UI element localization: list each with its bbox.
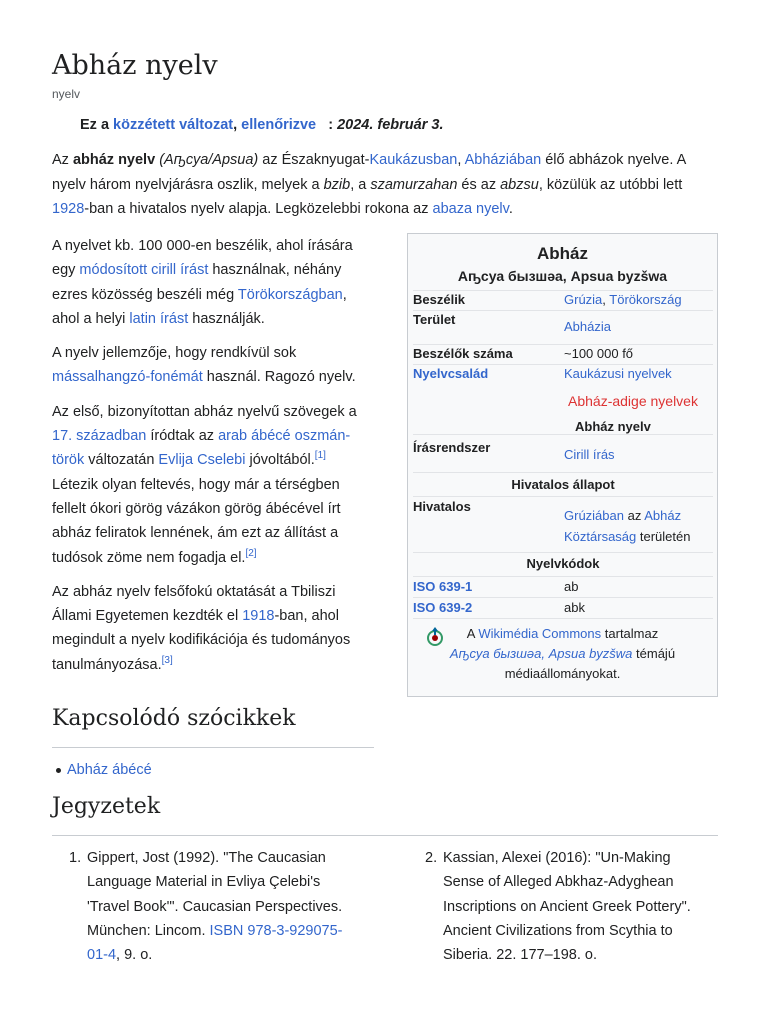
infobox-row-iso1: ISO 639-1 ab (413, 576, 713, 597)
reference-1: 1. Gippert, Jost (1992). "The Caucasian Language Material in Evliya Çelebi's 'Travel Book'". Caucasian Perspectives. München: Lincom. ISBN 978-3-929075-01-4, 9. o. (69, 850, 343, 964)
infobox-title: Abház (537, 244, 588, 263)
infobox-row-spoken: Beszélik Grúzia, Törökország (413, 290, 713, 311)
link-abhazia[interactable]: Abháziában (464, 152, 542, 168)
link-georgia[interactable]: Grúzia (564, 292, 603, 307)
related-heading: Kapcsolódó szócikkek (52, 706, 296, 731)
link-abhazia-infobox[interactable]: Abházia (564, 319, 611, 334)
link-latin[interactable]: latin írást (129, 310, 189, 327)
link-caucasian[interactable]: Kaukázusi nyelvek (564, 366, 672, 381)
revision-date: 2024. február 3. (337, 117, 444, 133)
notes-divider (52, 835, 718, 836)
page-subtitle: nyelv (52, 87, 81, 101)
footnote-3[interactable]: [3] (161, 654, 173, 666)
link-cyrillic[interactable]: módosított cirill írást (79, 262, 209, 279)
revision-notice: Ez a közzétett változat, ellenőrizve : 2024. február 3. (80, 117, 444, 133)
link-iso-639-2[interactable]: ISO 639-2 (413, 600, 473, 615)
paragraph-features: A nyelv jellemzője, hogy rendkívül sok mássalhangzó-fonémát használ. Ragozó nyelv. (52, 345, 356, 386)
infobox-divider (413, 618, 713, 619)
infobox (407, 233, 718, 697)
infobox-row-iso2: ISO 639-2 abk (413, 597, 713, 618)
link-abkhaz-republic[interactable]: Abház (644, 508, 682, 523)
link-kaukazus[interactable]: Kaukázusban (369, 152, 458, 168)
published-version-link[interactable]: közzétett változat (113, 117, 234, 133)
infobox-row-family (413, 364, 713, 435)
link-abkhaz-alphabet[interactable]: Abház ábécé (67, 762, 152, 778)
infobox-row-official: Hivatalos Grúziában az Abház Köztársaság területén (413, 496, 713, 551)
family-current: Abház nyelv (575, 419, 651, 434)
notes-heading: Jegyzetek (52, 794, 161, 819)
infobox-codes-heading: Nyelvkódok (413, 552, 713, 578)
related-divider (52, 747, 374, 748)
link-abkhaz-adyghe[interactable]: Abház-adige nyelvek (568, 393, 698, 409)
left-column (52, 234, 374, 687)
link-turkey-infobox[interactable]: Törökország (609, 292, 682, 307)
reference-2: 2. Kassian, Alexei (2016): "Un-Making Sense of Alleged Abkhaz-Adyghean Inscriptions on Ancient Greek Pottery". Ancient Civilizations from Scythia to Siberia. 22. 177–198. o. (425, 850, 691, 964)
link-republic[interactable]: Köztársaság (564, 529, 637, 544)
link-phoneme[interactable]: mássalhangzó-fonémát (52, 369, 203, 386)
commons-notice: A Wikimédia Commons tartalmaz Аҧсуа бызшәа, Apsua byzšwa témájú médiaállományokat. (449, 626, 676, 681)
link-abaza[interactable]: abaza nyelv (432, 201, 509, 217)
link-language-family[interactable]: Nyelvcsalád (413, 366, 489, 381)
link-arabic-alphabet[interactable]: arab ábécé oszmán-török (52, 428, 351, 469)
infobox-row-speakers: Beszélők száma ~100 000 fő (413, 344, 713, 365)
isbn-link[interactable]: ISBN 978-3-929075-01-4 (87, 922, 343, 964)
checked-link[interactable]: ellenőrizve (241, 117, 317, 133)
link-1918[interactable]: 1918 (242, 608, 275, 625)
link-17th-century[interactable]: 17. században (52, 428, 147, 445)
link-iso-639-1[interactable]: ISO 639-1 (413, 579, 473, 594)
paragraph-history: Az első, bizonyítottan abház nyelvű szövegek a 17. században íródtak az arab ábécé oszmán-török változatán Evlija Cselebi jóvoltából.[1] Létezik olyan feltevés, hogy már a térségben fellelt ókori görög vázákon görög ábécével írt abház feliratok lennének, ám ezt az állítást a tudósok zöme nem fogadja el.[2] (52, 403, 357, 566)
footnote-2[interactable]: [2] (245, 547, 257, 559)
link-turkey[interactable]: Törökországban (237, 286, 343, 303)
infobox-native-name: Аҧсуа бызшәа, Apsua byzšwa (457, 268, 668, 284)
paragraph-education: Az abház nyelv felsőfokú oktatását a Tbiliszi Állami Egyetemen kezdték el 1918-ban, ahol megindult a nyelv kodifikációja és tudományos tanulmányozása.[3] (52, 583, 351, 673)
footnote-1[interactable]: [1] (314, 450, 326, 462)
intro-paragraph: Az abház nyelv (Аҧсуа/Apsua) az Északnyugat-Kaukázusban, Abháziában élő abházok nyelve. A nyelv három nyelvjárásra oszlik, melyek a bzib, a szamurzahan és az abzsu, közülük az utóbbi lett 1928-ban a hivatalos nyelv alapja. Legközelebbi rokona az abaza nyelv. (52, 152, 686, 217)
link-commons-topic[interactable]: Аҧсуа бызшәа, Apsua byzšwa (449, 646, 633, 661)
link-evlija[interactable]: Evlija Cselebi (158, 452, 246, 469)
infobox-row-area: Terület Abházia (413, 310, 713, 345)
link-georgia-official[interactable]: Grúziában (564, 508, 624, 523)
link-1928[interactable]: 1928 (52, 201, 85, 217)
infobox-official-heading: Hivatalos állapot (413, 472, 713, 497)
paragraph-speakers: A nyelvet kb. 100 000-en beszélik, ahol írására egy módosított cirill írást használnak, néhány ezres közösség beszéli még Törökországban, ahol a helyi latin írást használják. (52, 238, 353, 327)
link-commons[interactable]: Wikimédia Commons (478, 626, 602, 641)
link-cyrillic-infobox[interactable]: Cirill írás (564, 447, 615, 462)
page-title: Abház nyelv (52, 50, 218, 81)
related-list-item (56, 762, 152, 778)
infobox-row-script: Írásrendszer Cirill írás (413, 434, 713, 471)
